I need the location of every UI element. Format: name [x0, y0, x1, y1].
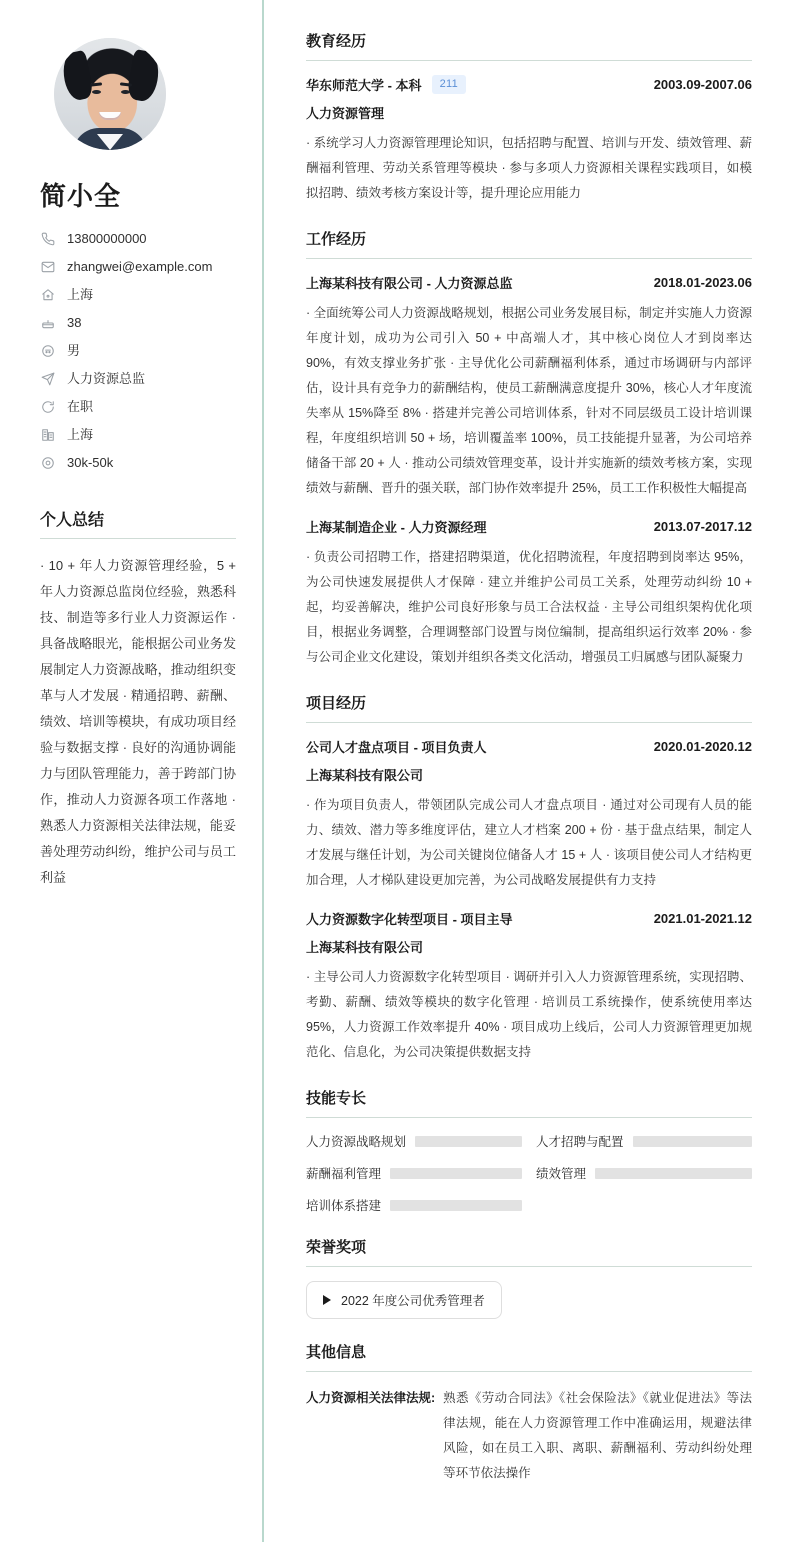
education-entry [306, 75, 752, 206]
work-company: 上海某制造企业 - 人力资源经理 [306, 520, 487, 535]
project-company: 上海某科技有限公司 [306, 768, 424, 783]
avatar-eye-left [92, 90, 101, 94]
section-title-work: 工作经历 [306, 228, 752, 259]
project-name: 人力资源数字化转型项目 - 项目主导 [306, 912, 513, 927]
skill-progress-track [390, 1168, 522, 1179]
coin-icon [40, 455, 56, 471]
project-date: 2021.01-2021.12 [653, 911, 752, 926]
work-description: · 全面统筹公司人力资源战略规划，根据公司业务发展目标，制定并实施人力资源年度计划，成功为公司引入 50 + 中高端人才，其中核心岗位人才到岗率达 90%，有效支撑业务扩张 · 主导优化公司薪酬福利体系，通过市场调研与内部评估，设计具有竞争力的薪酬结构，使员工薪酬满意度提升 30%，核心人才年度流失率从 15%降至 8% · 搭建并完善公司培训体系，针对不同层级员工设计培训课程，年度组织培训 50 + 场，培训覆盖率 100%，员工技能提升显著，为公司培养储备干部 20 + 人 · 推动公司绩效管理变革，设计并实施新的绩效考核方案，实现绩效与薪酬、晋升的强关联，部门协作效率提升 25%，员工工作积极性大幅提高 [306, 306, 752, 495]
phone-icon [40, 231, 56, 247]
skill-row [306, 1132, 522, 1150]
envelope-icon [40, 259, 56, 275]
cake-icon [40, 315, 56, 331]
work-date: 2018.01-2023.06 [653, 275, 752, 290]
skills-grid [306, 1132, 752, 1214]
status-badge: 211 [432, 75, 466, 94]
section-honors [306, 1236, 752, 1319]
section-title-skills: 技能专长 [306, 1087, 752, 1118]
section-work [306, 228, 752, 670]
section-title-honors: 荣誉奖项 [306, 1236, 752, 1267]
contact-item-email [40, 259, 236, 275]
section-title-other: 其他信息 [306, 1341, 752, 1372]
skill-label: 培训体系搭建 [306, 1199, 382, 1213]
education-date: 2003.09-2007.06 [653, 77, 752, 92]
section-education [306, 30, 752, 206]
avatar-photo [54, 38, 166, 150]
avatar-eye-right [121, 90, 130, 94]
work-entry [306, 517, 752, 670]
work-description: · 负责公司招聘工作，搭建招聘渠道，优化招聘流程，年度招聘到岗率达 95%，为公司快速发展提供人才保障 · 建立并维护公司员工关系，处理劳动纠纷 10 + 起，均妥善解决，维护公司良好形象与员工合法权益 · 主导公司组织架构优化项目，根据业务调整，合理调整部门设置与岗位编制，提高组织运行效率 20% · 参与公司企业文化建设，策划并组织各类文化活动，增强员工归属感与团队凝聚力 [306, 550, 752, 664]
project-entry-head [306, 737, 752, 756]
summary-section [40, 507, 236, 891]
contact-value-hometown: 上海 [67, 287, 94, 303]
main-content [264, 0, 794, 1542]
skill-label: 绩效管理 [536, 1167, 587, 1181]
avatar-brow-left [90, 82, 102, 86]
contact-item-city [40, 427, 236, 443]
contact-value-email: zhangwei@example.com [67, 259, 213, 275]
work-company: 上海某科技有限公司 - 人力资源总监 [306, 276, 513, 291]
education-entry-head-left [306, 75, 466, 94]
project-description: · 主导公司人力资源数字化转型项目 · 调研并引入人力资源管理系统，实现招聘、考勤、薪酬、绩效等模块的数字化管理 · 培训员工系统操作，使系统使用率达 95%，人力资源工作效率提升 40% · 项目成功上线后，公司人力资源管理更加规范化、信息化，为公司决策提供数据支持 [306, 970, 752, 1059]
section-title-project: 项目经历 [306, 692, 752, 723]
contact-item-status [40, 399, 236, 415]
avatar [54, 38, 166, 150]
contact-item-age [40, 315, 236, 331]
skill-label: 人才招聘与配置 [536, 1135, 624, 1149]
contact-value-position: 人力资源总监 [67, 371, 146, 387]
contact-item-salary [40, 455, 236, 471]
project-date: 2020.01-2020.12 [653, 739, 752, 754]
contact-value-phone: 13800000000 [67, 231, 147, 247]
skill-label: 人力资源战略规划 [306, 1135, 407, 1149]
avatar-brow-right [120, 82, 132, 86]
work-entry [306, 273, 752, 501]
avatar-hair-left [59, 50, 94, 102]
paper-plane-icon [40, 371, 56, 387]
project-description: · 作为项目负责人，带领团队完成公司人才盘点项目 · 通过对公司现有人员的能力、绩效、潜力等多维度评估，建立人才档案 200 + 份 · 基于盘点结果，制定人才发展与继任计划，为公司关键岗位储备人才 15 + 人 · 该项目使公司人才结构更加合理，人才梯队建设更加完善，为公司战略发展提供有力支持 [306, 798, 752, 887]
project-entry-head [306, 909, 752, 928]
project-entry [306, 737, 752, 893]
play-triangle-icon [323, 1295, 331, 1305]
avatar-hair-right [126, 49, 162, 103]
other-value: 熟悉《劳动合同法》《社会保险法》《就业促进法》等法律法规，能在人力资源管理工作中准确运用，规避法律风险，如在员工入职、离职、薪酬福利、劳动纠纷处理等环节依法操作 [443, 1391, 752, 1480]
education-school: 华东师范大学 - 本科 [306, 78, 422, 93]
work-entry-head [306, 517, 752, 536]
education-entry-head [306, 75, 752, 94]
section-other [306, 1341, 752, 1486]
contact-item-gender [40, 343, 236, 359]
project-company: 上海某科技有限公司 [306, 940, 424, 955]
section-skills [306, 1087, 752, 1214]
skill-row [536, 1164, 752, 1182]
section-project [306, 692, 752, 1065]
contact-value-salary: 30k-50k [67, 455, 114, 471]
work-entry-head [306, 273, 752, 292]
honor-list [306, 1281, 752, 1319]
skill-progress-track [633, 1136, 752, 1147]
skill-row [536, 1132, 752, 1150]
skill-label: 薪酬福利管理 [306, 1167, 382, 1181]
avatar-mouth [99, 112, 121, 120]
education-major: 人力资源管理 [306, 106, 385, 121]
project-entry [306, 909, 752, 1065]
refresh-icon [40, 399, 56, 415]
skill-row [306, 1196, 522, 1214]
sidebar [0, 0, 264, 1542]
home-icon [40, 287, 56, 303]
page-title: 简小全 [40, 181, 122, 211]
other-row [306, 1386, 752, 1486]
contact-value-gender: 男 [67, 343, 81, 359]
contact-item-phone [40, 231, 236, 247]
skill-progress-track [415, 1136, 522, 1147]
other-label: 人力资源相关法律法规: [306, 1391, 436, 1405]
skill-progress-track [595, 1168, 752, 1179]
summary-section-title: 个人总结 [40, 507, 236, 539]
work-date: 2013.07-2017.12 [653, 519, 752, 534]
contact-item-hometown [40, 287, 236, 303]
contact-value-age: 38 [67, 315, 82, 331]
building-icon [40, 427, 56, 443]
gender-icon [40, 343, 56, 359]
skill-progress-track [390, 1200, 522, 1211]
project-name: 公司人才盘点项目 - 项目负责人 [306, 740, 487, 755]
section-title-education: 教育经历 [306, 30, 752, 61]
contact-item-position [40, 371, 236, 387]
contact-value-city: 上海 [67, 427, 94, 443]
contact-list [40, 231, 236, 471]
summary-text: · 10 + 年人力资源管理经验，5 + 年人力资源总监岗位经验，熟悉科技、制造等多行业人力资源运作 · 具备战略眼光，能根据公司业务发展制定人力资源战略，推动组织变革与人才发展 · 精通招聘、薪酬、绩效、培训等模块，有成功项目经验与数据支撑 · 良好的沟通协调能力与团队管理能力，善于跨部门协作，推动人力资源各项工作落地 · 熟悉人力资源相关法律法规，能妥善处理劳动纠纷，维护公司与员工利益 [40, 558, 236, 885]
education-description: · 系统学习人力资源管理理论知识，包括招聘与配置、培训与开发、绩效管理、薪酬福利管理、劳动关系管理等模块 · 参与多项人力资源相关课程实践项目，如模拟招聘、绩效考核方案设计等，提升理论应用能力 [306, 136, 752, 200]
contact-value-status: 在职 [67, 399, 94, 415]
skill-row [306, 1164, 522, 1182]
honor-label: 2022 年度公司优秀管理者 [341, 1294, 485, 1308]
honor-chip [306, 1281, 502, 1319]
